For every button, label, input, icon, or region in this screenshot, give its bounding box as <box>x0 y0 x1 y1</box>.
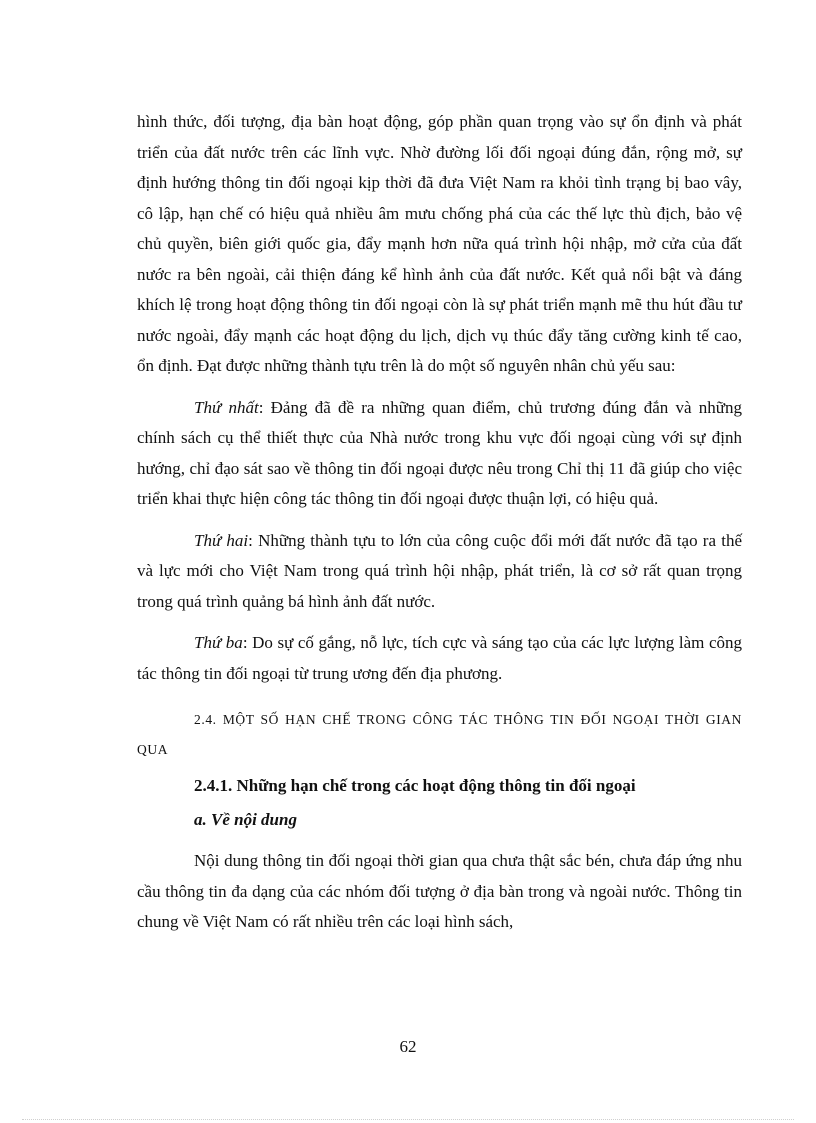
paragraph-continuation: hình thức, đối tượng, địa bàn hoạt động, góp phần quan trọng vào sự ổn định và phát triển của đất nước trên các lĩnh vực. Nhờ đường lối đối ngoại đúng đắn, rộng mở, sự định hướng thông tin đối ngoại kịp thời đã đưa Việt Nam ra khỏi tình trạng bị bao vây, cô lập, hạn chế có hiệu quả nhiều âm mưu chống phá của các thế lực thù địch, bảo vệ chủ quyền, biên giới quốc gia, đẩy mạnh hơn nữa quá trình hội nhập, mở cửa của đất nước ra bên ngoài, cải thiện đáng kể hình ảnh của đất nước. Kết quả nổi bật và đáng khích lệ trong hoạt động thông tin đối ngoại còn là sự phát triển mạnh mẽ thu hút đầu tư nước ngoài, đẩy mạnh các hoạt động du lịch, dịch vụ thúc đẩy tăng cường kinh tế cao, ổn định. Đạt được những thành tựu trên là do một số nguyên nhân chủ yếu sau: <box>137 112 742 375</box>
section-heading: 2.4. MỘT SỐ HẠN CHẾ TRONG CÔNG TÁC THÔNG TIN ĐỐI NGOẠI THỜI GIAN QUA <box>137 712 742 757</box>
first-reason-text: : Đảng đã đề ra những quan điểm, chủ trương đúng đắn và những chính sách cụ thể thiết thực của Nhà nước trong khu vực đối ngoại cùng với sự định hướng, chỉ đạo sát sao về thông tin đối ngoại được nêu trong Chỉ thị 11 đã giúp cho việc triển khai thực hiện công tác thông tin đối ngoại được thuận lợi, có hiệu quả. <box>137 397 742 508</box>
third-reason-text: : Do sự cố gắng, nỗ lực, tích cực và sáng tạo của các lực lượng làm công tác thông tin đối ngoại từ trung ương đến địa phương. <box>137 633 742 683</box>
page-bottom-divider <box>22 1119 794 1120</box>
third-reason-lead: Thứ ba <box>194 633 243 652</box>
paragraph-content-limits: Nội dung thông tin đối ngoại thời gian qua chưa thật sắc bén, chưa đáp ứng nhu cầu thông tin đa dạng của các nhóm đối tượng ở địa bàn trong và ngoài nước. Thông tin chung về Việt Nam có rất nhiều trên các loại hình sách, <box>137 851 742 931</box>
page-number: 62 <box>399 1037 417 1056</box>
second-reason-text: : Những thành tựu to lớn của công cuộc đổi mới đất nước đã tạo ra thế và lực mới cho Việt Nam trong quá trình hội nhập, phát triển, là cơ sở rất quan trọng trong quá trình quảng bá hình ảnh đất nước. <box>137 530 742 611</box>
subsubsection-heading: a. Về nội dung <box>194 810 297 829</box>
first-reason-lead: Thứ nhất <box>194 397 259 417</box>
document-page <box>137 107 742 938</box>
paragraph-second-reason <box>137 526 742 618</box>
second-reason-lead: Thứ hai <box>194 530 249 550</box>
paragraph-third-reason <box>137 628 742 689</box>
paragraph-first-reason <box>137 393 742 515</box>
subsection-heading: 2.4.1. Những hạn chế trong các hoạt động thông tin đối ngoại <box>194 776 636 795</box>
